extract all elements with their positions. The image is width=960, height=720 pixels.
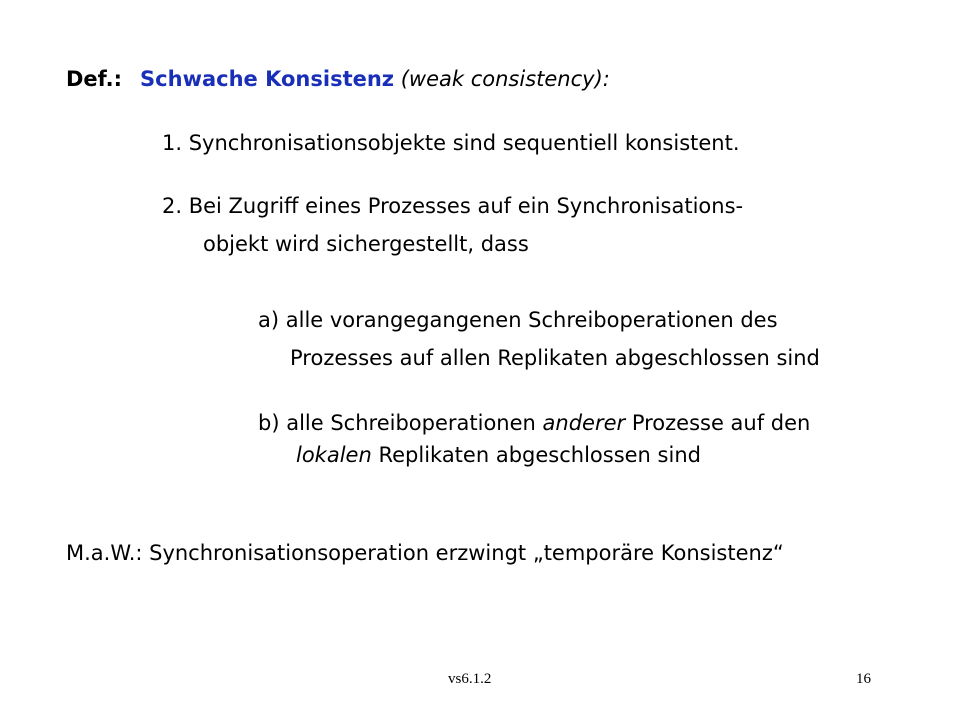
definition-term-english: (weak consistency): — [400, 67, 610, 91]
sub-item-b-text-end: Prozesse auf den — [625, 411, 811, 435]
sub-item-b-line-1 — [258, 410, 810, 436]
sub-item-b-line-2-text: Replikaten abgeschlossen sind — [371, 443, 701, 467]
summary-line: M.a.W.: Synchronisationsoperation erzwingt „temporäre Konsistenz“ — [66, 541, 784, 565]
definition-label: Def.: — [66, 67, 123, 91]
sub-item-a-line-2: Prozesses auf allen Replikaten abgeschlossen sind — [290, 346, 820, 370]
sub-item-b-text-start: b) alle Schreiboperationen — [258, 411, 543, 435]
rule-item-2-line-2: objekt wird sichergestellt, dass — [203, 232, 529, 256]
definition-heading — [66, 66, 610, 92]
sub-item-b-line-2 — [296, 442, 701, 468]
footer-code: vs6.1.2 — [448, 671, 492, 687]
definition-term: Schwache Konsistenz — [140, 67, 395, 91]
sub-item-a-line-1: a) alle vorangegangenen Schreiboperationen des — [258, 308, 778, 332]
rule-item-2-line-1: 2. Bei Zugriff eines Prozesses auf ein Synchronisations- — [162, 194, 744, 218]
sub-item-b-emphasis-anderer: anderer — [542, 411, 626, 435]
page-number: 16 — [856, 671, 871, 687]
sub-item-b-emphasis-lokalen: lokalen — [296, 443, 372, 467]
rule-item-1: 1. Synchronisationsobjekte sind sequentiell konsistent. — [162, 131, 740, 155]
